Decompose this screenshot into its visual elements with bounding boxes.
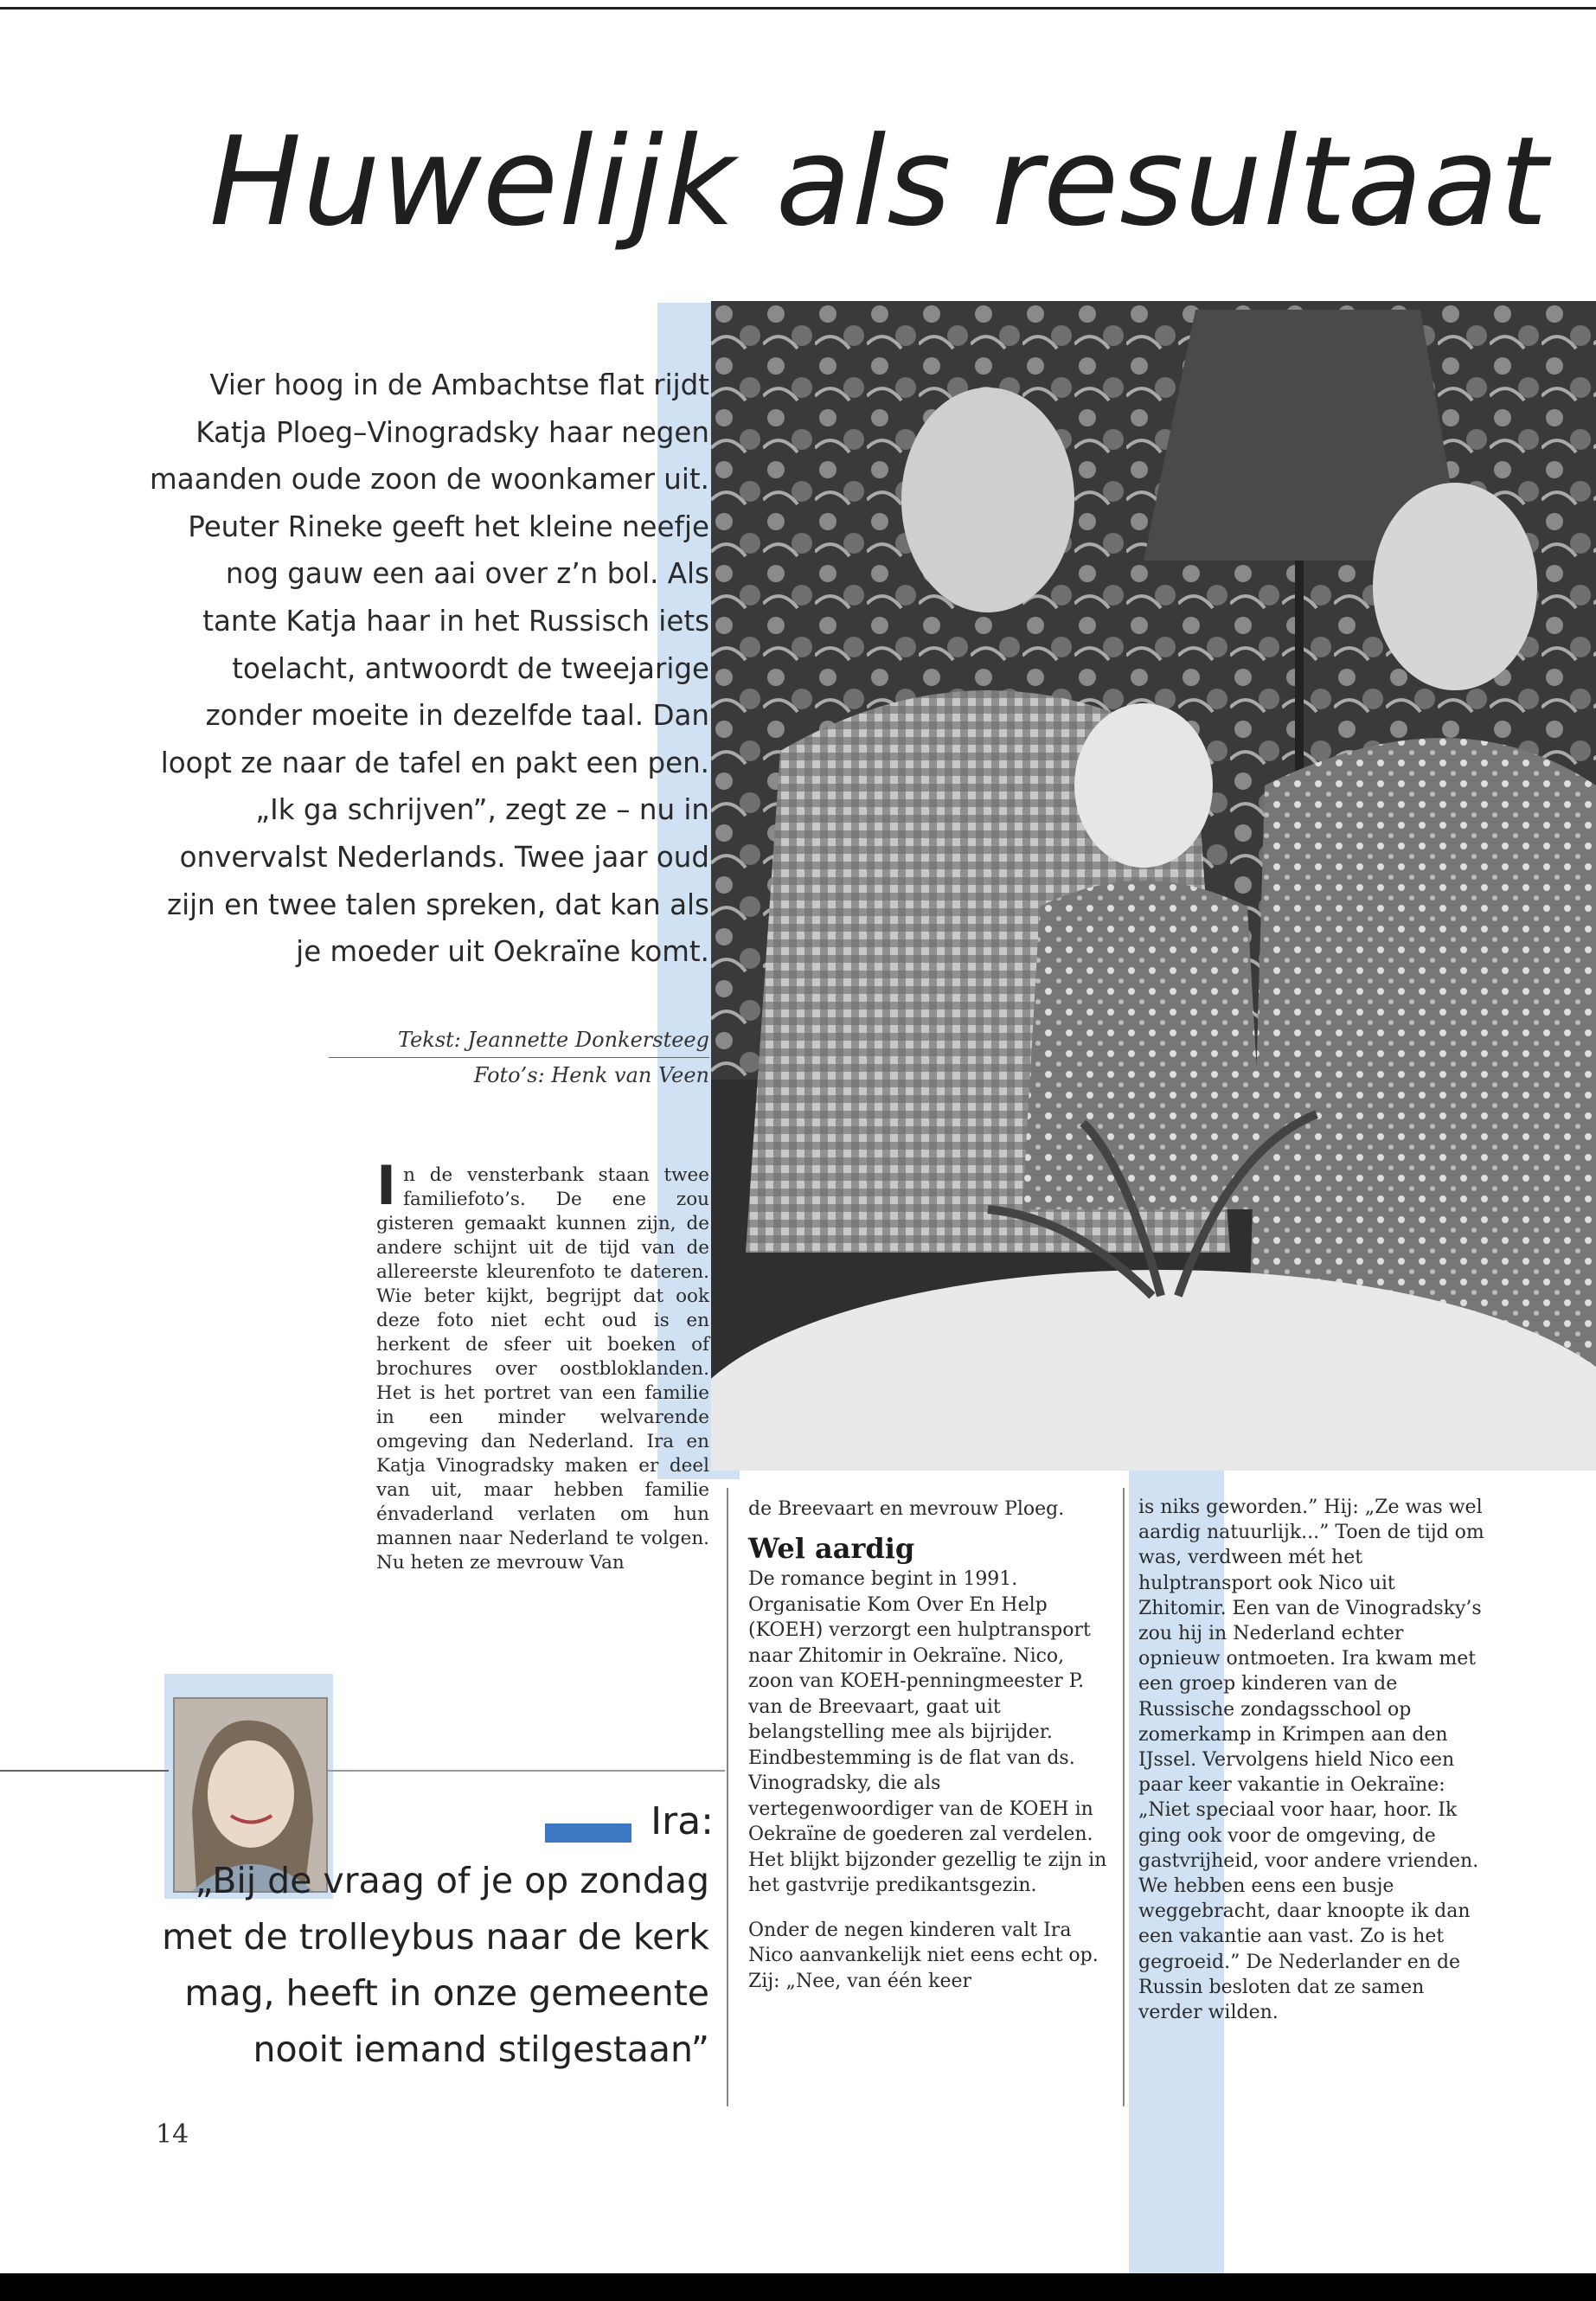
- article-col2-paragraph-1: De romance begint in 1991. Organisatie Kom Over En Help (KOEH) verzorgt een hulptransport naar Zhitomir in Oekraïne. Nico, zoon van KOEH-penningmeester P. van de Breevaart, gaat uit belangstelling mee als bijrijder. Eindbestemming is de flat van ds. Vinogradsky, die als vertegenwoordiger van de KOEH in Oekraïne de goederen zal verdelen. Het blijkt bijzonder gezellig te zijn in het gastvrije predikantsgezin.: [748, 1568, 1107, 1896]
- top-rule: [0, 7, 1596, 10]
- article-col1-text: n de vensterbank staan twee familiefoto’s. De ene zou gisteren gemaakt kunnen zijn, de andere schijnt uit de tijd van de allereerste kleurenfoto te dateren. Wie beter kijkt, begrijpt dat ook deze foto niet echt oud is en herkent de sfeer uit boeken of brochures over oostbloklanden. Het is het portret van een familie in een minder welvarende omgeving dan Nederland. Ira en Katja Vinogradsky maken er deel van uit, maar hebben familie énvaderland verlaten om hun mannen naar Nederland te volgen. Nu heten ze mevrouw Van: [376, 1164, 709, 1574]
- article-col3-text: is niks geworden.” Hij: „Ze was wel aardig natuurlijk...” Toen de tijd om was, verdween mét het hulptransport ook Nico uit Zhitomir. Een van de Vinogradsky’s zou hij in Nederland echter opnieuw ontmoeten. Ira kwam met een groep kinderen van de Russische zondagsschool op zomerkamp in Krimpen aan den IJssel. Vervolgens hield Nico een paar keer vakantie in Oekraïne: „Niet speciaal voor haar, hoor. Ik ging ook voor de omgeving, de gastvrijheid, voor andere vrienden. We hebben eens een busje weggebracht, daar knoopte ik dan een vakantie aan vast. Zo is het gegroeid.” De Nederlander en de Russin besloten dat ze samen verder wilden.: [1138, 1497, 1484, 2024]
- article-column-1: [376, 1154, 709, 1575]
- pullquote-text: „Bij de vraag of je op zondag met de trolleybus naar de kerk mag, heeft in onze gemeente nooit iemand stilgestaan”: [162, 1860, 709, 2070]
- column-rule-2: [1123, 1488, 1125, 2106]
- subhead: Wel aardig: [748, 1531, 915, 1565]
- page-number: 14: [156, 2119, 189, 2150]
- article-col2-paragraph-2: Onder de negen kinderen valt Ira Nico aanvankelijk niet eens echt op. Zij: „Nee, van één keer: [748, 1919, 1099, 1992]
- pullquote-rule-right: [327, 1770, 725, 1772]
- intro-text: Vier hoog in de Ambachtse flat rijdt Katja Ploeg–Vinogradsky haar negen maanden oude zoon de woonkamer uit. Peuter Rineke geeft het kleine neefje nog gauw een aai over z’n bol. Als tante Katja haar in het Russisch iets toelacht, antwoordt de tweejarige zonder moeite in dezelfde taal. Dan loopt ze naar de tafel en pakt een pen. „Ik ga schrijven”, zegt ze – nu in onvervalst Nederlands. Twee jaar oud zijn en twee talen spreken, dat kan als je moeder uit Oekraïne komt.: [150, 369, 709, 969]
- column-rule-1: [727, 1488, 728, 2106]
- drop-cap: I: [376, 1154, 397, 1217]
- pullquote-rule-left: [0, 1770, 169, 1772]
- credit-text: Tekst: Jeannette Donkersteeg: [329, 1022, 709, 1058]
- article-col2-start: de Breevaart en mevrouw Ploeg.: [748, 1498, 1065, 1520]
- credit-photos: Foto’s: Henk van Veen: [473, 1063, 709, 1087]
- intro-paragraph: [143, 362, 709, 976]
- family-photo: [711, 301, 1596, 1471]
- pullquote-label: Ira:: [651, 1799, 714, 1843]
- credits: [260, 1022, 709, 1093]
- family-photo-illustration: [711, 301, 1596, 1471]
- article-column-2: [748, 1497, 1112, 1994]
- page-title: Huwelijk als resultaat: [208, 111, 1548, 253]
- bottom-bar: [0, 2273, 1596, 2301]
- article-column-3: [1138, 1495, 1484, 2025]
